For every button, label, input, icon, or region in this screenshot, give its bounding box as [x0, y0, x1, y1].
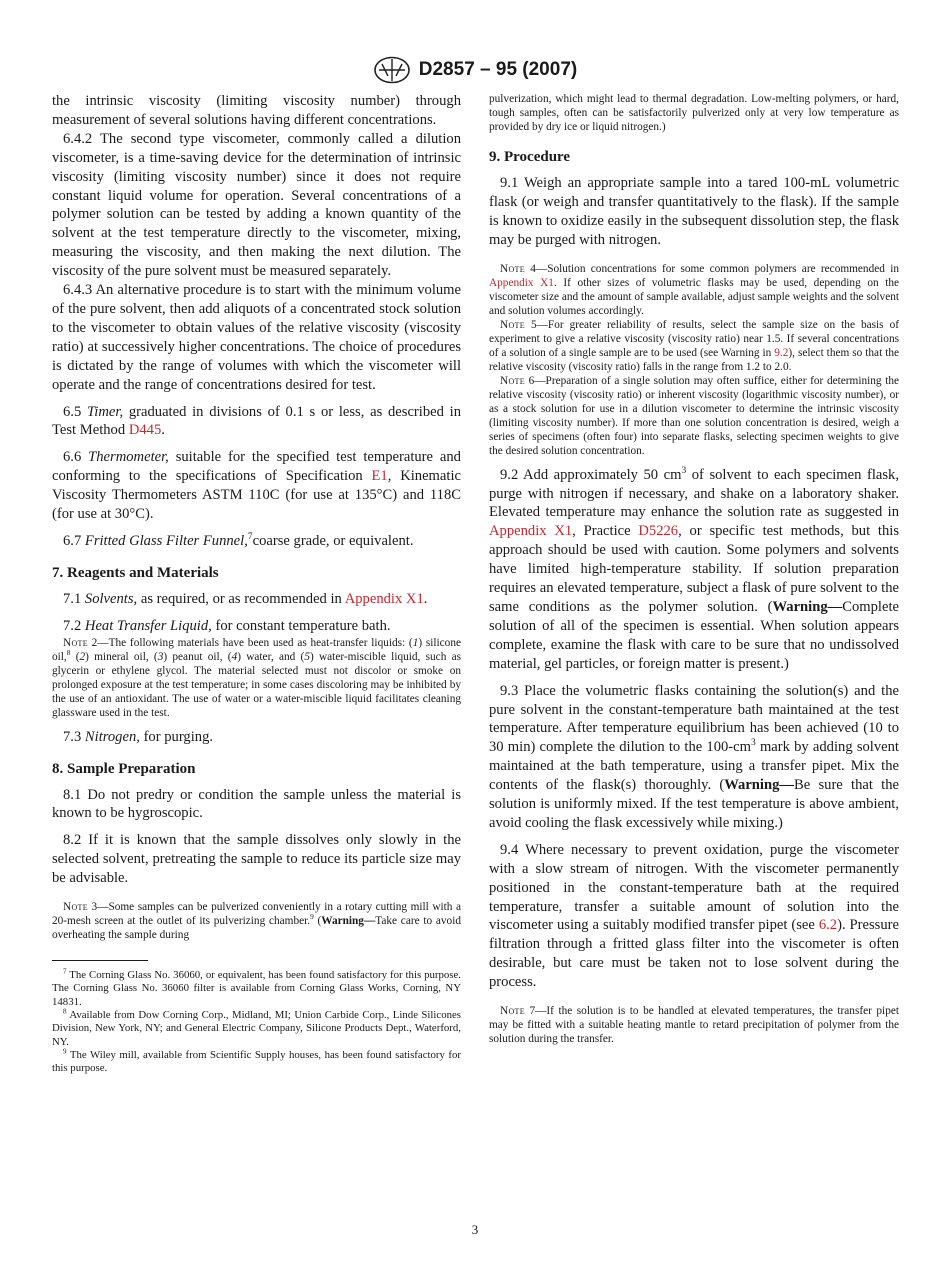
paragraph-9-2: 9.2 Add approximately 50 $cm^3$ of solvent to each specimen flask, purge with nitrogen if necessary, and shake on a laboratory shaker. Elevated temperature may enhance the solution rate as suggested in Appendix X1, Practice D5226, or specific test methods, but this approach should be used with caution. Some polymers and solvents have limited high-temperature stability. If solution preparation requires an elevated temperature, subject a flask of pure solvent to the same conditions as the polymer solution. (Warning—Complete solution of all of the specimen is essential. When solution appears complete, examine the flask with care to be sure that no undissolved material, gel particles, or foreign matter is present.) [489, 465, 900, 672]
note-4: Note 4—Solution concentrations for some common polymers are recommended in Appendix X1. If other sizes of volumetric flasks may be used, depending on the viscometer size and the amount of sample available, adjust sample weights and the solvent and solution volumes accordingly. [489, 262, 899, 317]
link-6-2[interactable]: 6.2 [818, 917, 838, 934]
section-heading-8: 8. Sample Preparation [52, 760, 196, 777]
section-heading-9: 9. Procedure [489, 149, 571, 165]
note-7: Note 7—If the solution is to be handled at elevated temperatures, the transfer pipet may be fitted with a suitable heating mantle to retard precipitation of polymer from the solution during the transfer. [489, 1005, 899, 1046]
link-e1[interactable]: E1 [371, 468, 388, 485]
paragraph-7-1: 7.1 Solvents, as required, or as recommended in Appendix X1. [63, 590, 428, 607]
page-number: 3 [471, 1222, 479, 1237]
paragraph-7-3: 7.3 Nitrogen, for purging. [63, 728, 214, 745]
right-column [489, 92, 899, 1046]
footnote-8: $^8$ Available from Dow Corning Corp., Midland, MI; Union Carbide Corp., Linde Silicones Division, New York, NY; and General Electric Company, Silicone Products Dept., Waterford, NY. [52, 1007, 462, 1048]
paragraph-9-3: 9.3 Place the volumetric flasks containing the solution(s) and the pure solvent in the constant-temperature bath maintained at the test temperature. After temperature equilibrium has been achieved (10 to 30 min) complete the dilution to the $100-cm^3$ mark by adding solvent maintained at the bath temperature, using a transfer pipet. Mix the contents of the flask(s) thoroughly. (Warning—Be sure that the solution is uniformly mixed. If the test temperature is above ambient, avoid cooling the flask excessively while mixing.) [489, 682, 899, 831]
left-column [52, 92, 461, 1075]
paragraph-6-4-2: 6.4.2 The second type viscometer, commonly called a dilution viscometer, is a time-saving device for the determination of intrinsic viscosity (limiting viscosity number) since it does not require constant liquid volume for operation. Several concentrations of a polymer solution can be tested by adding a known quantity of the solvent at the test temperature directly to the viscometer, mixing, measuring the viscosity, and then making the next dilution. The viscosity of the pure solvent must be measured separately. [52, 130, 461, 280]
note-2: Note 2—The following materials have been used as heat-transfer liquids: (1) silicone oil,$^8$ (2) mineral oil, (3) peanut oil, (4) water, and (5) water-miscible liquid, such as glycerin or ethylene glycol. The material selected must not discolor or smoke on prolonged exposure at the test temperature; in some cases discoloring may be inhibited by the use of an antioxidant. The use of water or a water-miscible liquid facilitates cleaning glassware used in the test. [52, 636, 462, 719]
footnote-9: $^9$ The Wiley mill, available from Scientific Supply houses, has been found satisfactory for this purpose. [52, 1047, 461, 1075]
page-header [0, 56, 950, 84]
paragraph-7-2: 7.2 Heat Transfer Liquid, for constant temperature bath. [63, 617, 391, 634]
link-d445[interactable]: D445 [128, 422, 162, 439]
note-6: Note 6—Preparation of a single solution may often suffice, either for determining the relative viscosity (viscosity ratio) or inherent viscosity (logarithmic viscosity number), or as a stock solution for use in a dilution viscometer to determine the intrinsic viscosity (limiting viscosity number). If more than one solution concentration is desired, weigh a series of specimens (often four) into separate flasks, selecting specimen weights to give the desired solution concentration. [489, 374, 900, 457]
paragraph-6-4-cont: the intrinsic viscosity (limiting viscosity number) through measurement of several solutions having different concentrations. [52, 93, 461, 128]
paragraph-6-4-3: 6.4.3 An alternative procedure is to start with the minimum volume of the pure solvent, then add aliquots of a concentrated stock solution to the viscometer to obtain values of the relative viscosity (viscosity ratio) at successively higher concentrations. The choice of procedures is dictated by the range of volumes with which the viscometer will operate and the range of concentrations desired for test. [52, 282, 461, 393]
note-3-cont: pulverization, which might lead to thermal degradation. Low-melting polymers, or hard, tough samples, often can be satisfactorily pulverized only at very low temperature as provided by dry ice or liquid nitrogen.) [489, 93, 899, 133]
link-appendix-x1[interactable]: Appendix X1 [344, 590, 424, 607]
link-d5226[interactable]: D5226 [638, 523, 679, 540]
designation: D2857 – 95 (2007) [418, 59, 578, 80]
paragraph-9-4: 9.4 Where necessary to prevent oxidation, purge the viscometer with a slow stream of nitrogen. With the viscometer permanently positioned in the constant-temperature bath at the required temperature, transfer a suitable amount of solution into the viscometer using a suitably modified transfer pipet (see 6.2). Pressure filtration through a fritted glass filter into the viscometer is often desirable, but care must be taken not to lose solvent during the process. [489, 841, 899, 991]
section-heading-7: 7. Reagents and Materials [52, 564, 219, 581]
note-3: Note 3—Some samples can be pulverized conveniently in a rotary cutting mill with a 20-mesh screen at the outlet of its pulverizing chamber.$^9$ (Warning—Take care to avoid overheating the sample during [52, 901, 461, 942]
footnote-7: $^7$ The Corning Glass No. 36060, or equivalent, has been found satisfactory for this purpose. The Corning Glass No. 36060 filter is available from Corning Glass Works, Corning, NY 14831. [52, 967, 461, 1008]
footnote-rule [52, 960, 148, 961]
paragraph-6-7: 6.7 Fritted Glass Filter Funnel,$^7$coarse grade, or equivalent. [63, 532, 414, 549]
link-appendix-x1-9-2[interactable]: Appendix X1 [489, 523, 573, 540]
paragraph-6-5: 6.5 Timer, graduated in divisions of 0.1 s or less, as described in Test Method D445. [52, 403, 462, 439]
astm-logo-icon [373, 56, 411, 84]
footnotes [52, 960, 461, 1075]
paragraph-9-1: 9.1 Weigh an appropriate sample into a tared 100-mL volumetric flask (or weigh and transfer quantitatively to the flask). If the sample is known to oxidize easily in the subsequent dissolution step, the flask may be purged with nitrogen. [489, 175, 899, 248]
paragraph-8-1: 8.1 Do not predry or condition the sample unless the material is known to be hygroscopic. [52, 786, 461, 822]
paragraph-8-2: 8.2 If it is known that the sample dissolves only slowly in the selected solvent, pretreating the sample to reduce its particle size may be advisable. [52, 832, 461, 887]
paragraph-6-6: 6.6 Thermometer, suitable for the specified test temperature and conforming to the specifications of Specification E1, Kinematic Viscosity Thermometers ASTM 110C (for use at 135°C) and 118C (for use at 30°C). [52, 449, 461, 523]
link-appendix-x1-note4[interactable]: Appendix X1 [489, 276, 554, 289]
note-5: Note 5—For greater reliability of results, select the sample size on the basis of experiment to give a relative viscosity (viscosity ratio) near 1.5. If several concentrations of a solution of a single sample are to be used (see Warning in 9.2), select them so that the relative viscosity (viscosity ratio) falls in the range from 1.2 to 2.0. [489, 318, 899, 373]
link-9-2[interactable]: 9.2 [774, 346, 789, 359]
